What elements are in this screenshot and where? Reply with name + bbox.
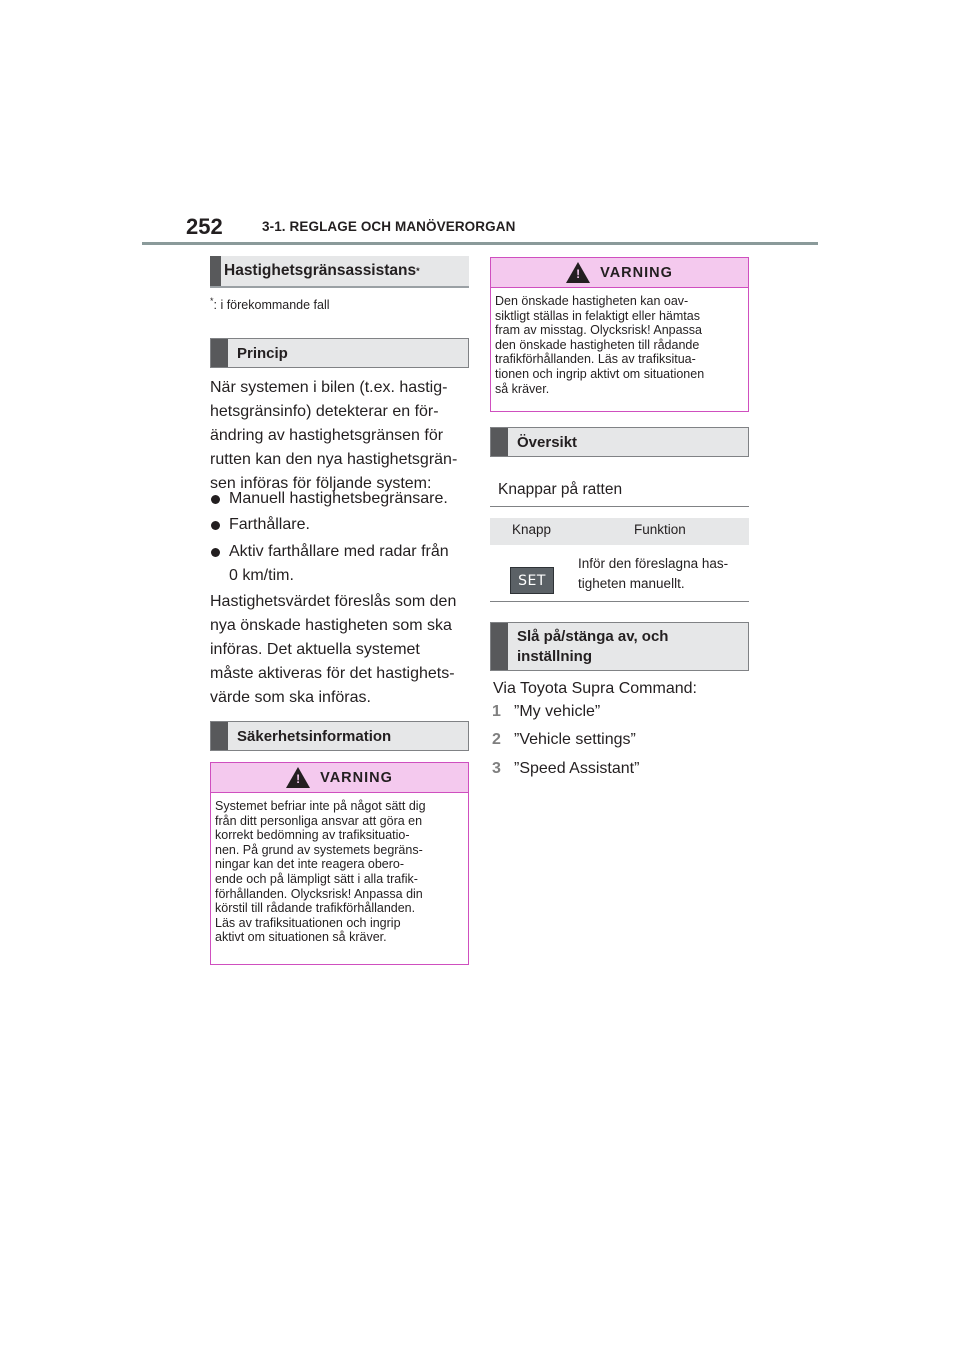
- bullet-dot: [211, 495, 220, 504]
- text-line: hetsgränsinfo) detekterar en för-: [210, 403, 439, 420]
- footnote: [210, 296, 330, 312]
- section-title-onoff: [490, 622, 749, 671]
- table-cell-function: [578, 554, 728, 594]
- main-title-mark: *: [416, 266, 420, 276]
- section-title-princip: [210, 338, 469, 368]
- text-line: inställning: [517, 647, 592, 665]
- text-line: ändring av hastighetsgränsen för: [210, 427, 444, 444]
- text-line: fram av misstag. Olycksrisk! Anpassa: [495, 323, 703, 338]
- section-title-main: [210, 256, 469, 288]
- text-line: tionen och ingrip aktivt om situationen: [495, 366, 705, 381]
- safety-title-text: Säkerhetsinformation: [237, 727, 392, 745]
- bullet-item: [211, 487, 448, 511]
- section-title-oversikt: [490, 427, 749, 457]
- bullet-item: [211, 513, 310, 537]
- text-line: förhållanden. Olycksrisk! Anpassa din: [215, 886, 423, 901]
- text-line: siktligt ställas in felaktigt eller hämtas: [495, 308, 700, 323]
- warning-box-speed: [490, 257, 749, 412]
- paragraph-suggestion: [210, 590, 480, 710]
- text-line: sen införas för följande system:: [210, 475, 432, 492]
- warning-label: VARNING: [320, 769, 393, 786]
- text-line: Hastighetsvärdet föreslås som den: [210, 593, 457, 610]
- main-title-text: Hastighetsgränsassistans: [224, 262, 417, 279]
- bullet-text: Manuell hastighetsbegränsare.: [229, 490, 448, 507]
- warning-box-safety: [210, 762, 469, 965]
- section-bar: [211, 339, 228, 367]
- text-line: När systemen i bilen (t.ex. hastig-: [210, 379, 448, 396]
- text-line: körstil till rådande trafikförhållanden.: [215, 901, 416, 916]
- section-bar: [210, 256, 221, 286]
- paragraph-intro: [210, 376, 480, 496]
- chapter-title: 3-1. REGLAGE OCH MANÖVERORGAN: [262, 219, 516, 234]
- text-line: aktivt om situationen så kräver.: [215, 930, 387, 945]
- intro-text: Via Toyota Supra Command:: [493, 680, 697, 697]
- step-number: 1: [492, 703, 501, 720]
- warning-body: [491, 288, 748, 396]
- section-bar: [491, 428, 508, 456]
- step-number: 2: [492, 731, 501, 748]
- warning-body: [211, 793, 468, 945]
- text-line: Slå på/stänga av, och: [517, 627, 669, 645]
- step-number: 3: [492, 760, 501, 777]
- text-line: värde som ska införas.: [210, 689, 371, 706]
- text-line: korrekt bedömning av trafiksituatio-: [215, 828, 410, 843]
- text-line: ende och på lämpligt sätt i alla trafik-: [215, 871, 418, 886]
- oversikt-title-text: Översikt: [517, 433, 578, 451]
- bullet-text: Farthållare.: [229, 516, 310, 533]
- text-line: rutten kan den nya hastighetsgrän-: [210, 451, 458, 468]
- text-line: nya önskade hastigheten som ska: [210, 617, 452, 634]
- bullet-text: Aktiv farthållare med radar från: [229, 543, 449, 560]
- warning-icon: !: [566, 262, 590, 283]
- text-line: införas. Det aktuella systemet: [210, 641, 420, 658]
- step-text: ”Speed Assistant”: [514, 760, 640, 777]
- bullet-item: [211, 540, 449, 588]
- table-rule: [490, 601, 749, 602]
- table-rule: [490, 506, 749, 507]
- text-line: tigheten manuellt.: [578, 576, 685, 591]
- warning-header: [491, 258, 748, 288]
- footnote-text: : i förekommande fall: [213, 298, 330, 313]
- table-header-row: [490, 518, 749, 545]
- step-text: ”Vehicle settings”: [514, 731, 636, 748]
- bullet-dot: [211, 548, 220, 557]
- text-line: Inför den föreslagna has-: [578, 556, 729, 571]
- bullet-text: 0 km/tim.: [229, 567, 294, 584]
- bullet-dot: [211, 521, 220, 530]
- step-text: ”My vehicle”: [514, 703, 601, 720]
- footnote-mark: *: [210, 296, 214, 306]
- text-line: Systemet befriar inte på något sätt dig: [215, 799, 426, 813]
- text-line: Den önskade hastigheten kan oav-: [495, 294, 689, 308]
- warning-icon: !: [286, 767, 310, 788]
- text-line: så kräver.: [495, 381, 550, 396]
- column-header-funktion: Funktion: [634, 522, 686, 537]
- column-header-knapp: Knapp: [512, 522, 552, 537]
- text-line: ningar kan det inte reagera obero-: [215, 857, 405, 872]
- text-line: trafikförhållanden. Läs av trafiksitua-: [495, 352, 696, 367]
- header-rule: [142, 242, 818, 245]
- text-line: måste aktiveras för det hastighets-: [210, 665, 455, 682]
- warning-label: VARNING: [600, 264, 673, 281]
- section-title-safety: [210, 721, 469, 751]
- warning-header: [211, 763, 468, 793]
- section-bar: [491, 623, 508, 670]
- table-caption: Knappar på ratten: [498, 481, 623, 498]
- text-line: från ditt personliga ansvar att göra en: [215, 813, 423, 828]
- princip-title-text: Princip: [237, 344, 288, 362]
- text-line: Läs av trafiksituationen och ingrip: [215, 915, 401, 930]
- text-line: den önskade hastigheten till rådande: [495, 337, 700, 352]
- set-button-icon: SET: [510, 567, 554, 594]
- text-line: nen. På grund av systemets begräns-: [215, 842, 423, 857]
- page-number: 252: [186, 214, 223, 239]
- section-bar: [211, 722, 228, 750]
